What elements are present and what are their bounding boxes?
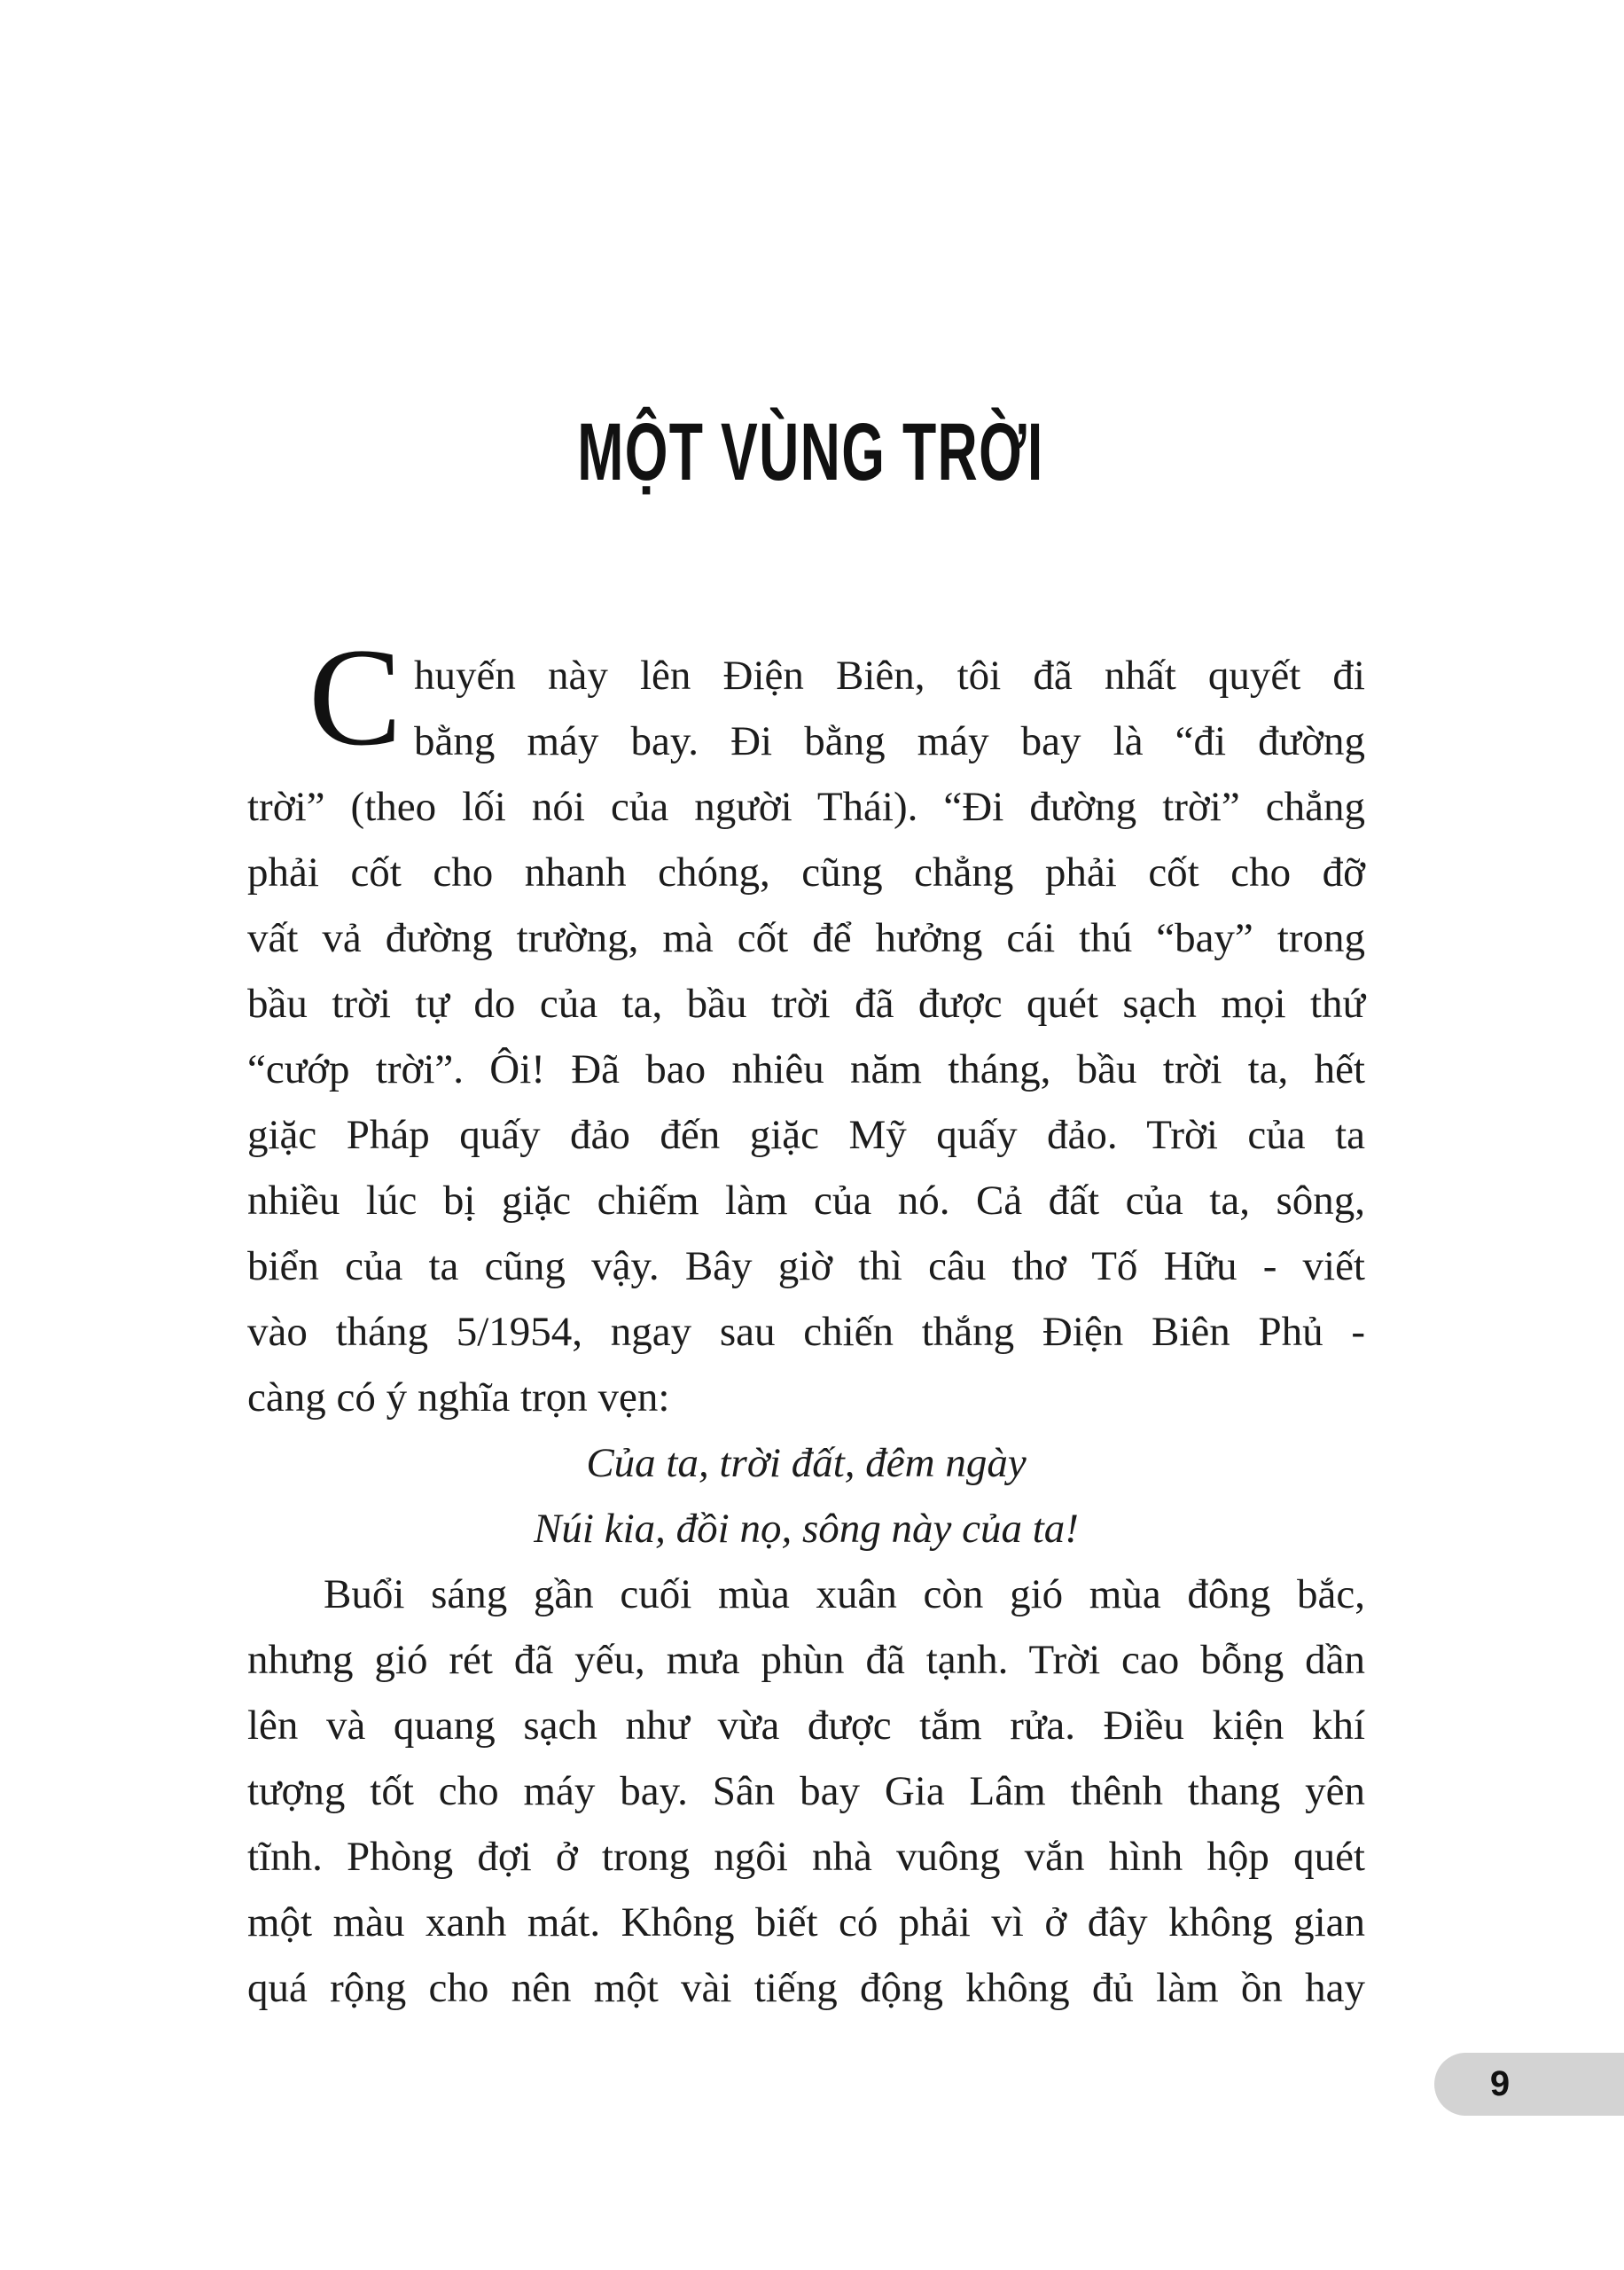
text-line: Buổi sáng gần cuối mùa xuân còn gió mùa đông bắc, bbox=[324, 1571, 1365, 1617]
text-line: phải cốt cho nhanh chóng, cũng chẳng phải cốt cho đỡ bbox=[247, 849, 1365, 896]
page-number-badge bbox=[1434, 2053, 1624, 2116]
poem-line: Núi kia, đồi nọ, sông này của ta! bbox=[534, 1506, 1079, 1552]
text-line: lên và quang sạch như vừa được tắm rửa. Điều kiện khí bbox=[247, 1702, 1365, 1749]
text-line: biển của ta cũng vậy. Bây giờ thì câu thơ Tố Hữu - viết bbox=[247, 1243, 1365, 1289]
text-line: huyến này lên Điện Biên, tôi đã nhất quyết đi bbox=[414, 653, 1365, 699]
text-line: quá rộng cho nên một vài tiếng động không đủ làm ồn hay bbox=[247, 1965, 1365, 2011]
text-line: giặc Pháp quấy đảo đến giặc Mỹ quấy đảo. Trời của ta bbox=[247, 1112, 1365, 1158]
chapter-title: MỘT VÙNG TRỜI bbox=[577, 407, 1044, 497]
page-number: 9 bbox=[1489, 2064, 1511, 2103]
text-line: một màu xanh mát. Không biết có phải vì ở đây không gian bbox=[247, 1899, 1365, 1945]
poem-line: Của ta, trời đất, đêm ngày bbox=[586, 1440, 1027, 1486]
text-line: vất vả đường trường, mà cốt để hưởng cái thú “bay” trong bbox=[247, 915, 1365, 961]
text-line: bầu trời tự do của ta, bầu trời đã được quét sạch mọi thứ bbox=[247, 981, 1365, 1027]
body-text bbox=[247, 643, 1365, 2021]
text-line: nhưng gió rét đã yếu, mưa phùn đã tạnh. Trời cao bỗng dần bbox=[247, 1637, 1365, 1683]
text-line: nhiều lúc bị giặc chiếm làm của nó. Cả đất của ta, sông, bbox=[247, 1178, 1365, 1224]
text-line: “cướp trời”. Ôi! Đã bao nhiêu năm tháng, bầu trời ta, hết bbox=[247, 1046, 1365, 1092]
text-line: tĩnh. Phòng đợi ở trong ngôi nhà vuông vắn hình hộp quét bbox=[247, 1834, 1365, 1880]
drop-cap: C bbox=[308, 620, 402, 775]
text-line: vào tháng 5/1954, ngay sau chiến thắng Điện Biên Phủ - bbox=[247, 1309, 1365, 1355]
text-line: tượng tốt cho máy bay. Sân bay Gia Lâm thênh thang yên bbox=[247, 1768, 1365, 1814]
text-line: bằng máy bay. Đi bằng máy bay là “đi đường bbox=[414, 718, 1365, 764]
text-line: trời” (theo lối nói của người Thái). “Đi đường trời” chẳng bbox=[247, 784, 1365, 830]
text-line: càng có ý nghĩa trọn vẹn: bbox=[247, 1374, 670, 1421]
